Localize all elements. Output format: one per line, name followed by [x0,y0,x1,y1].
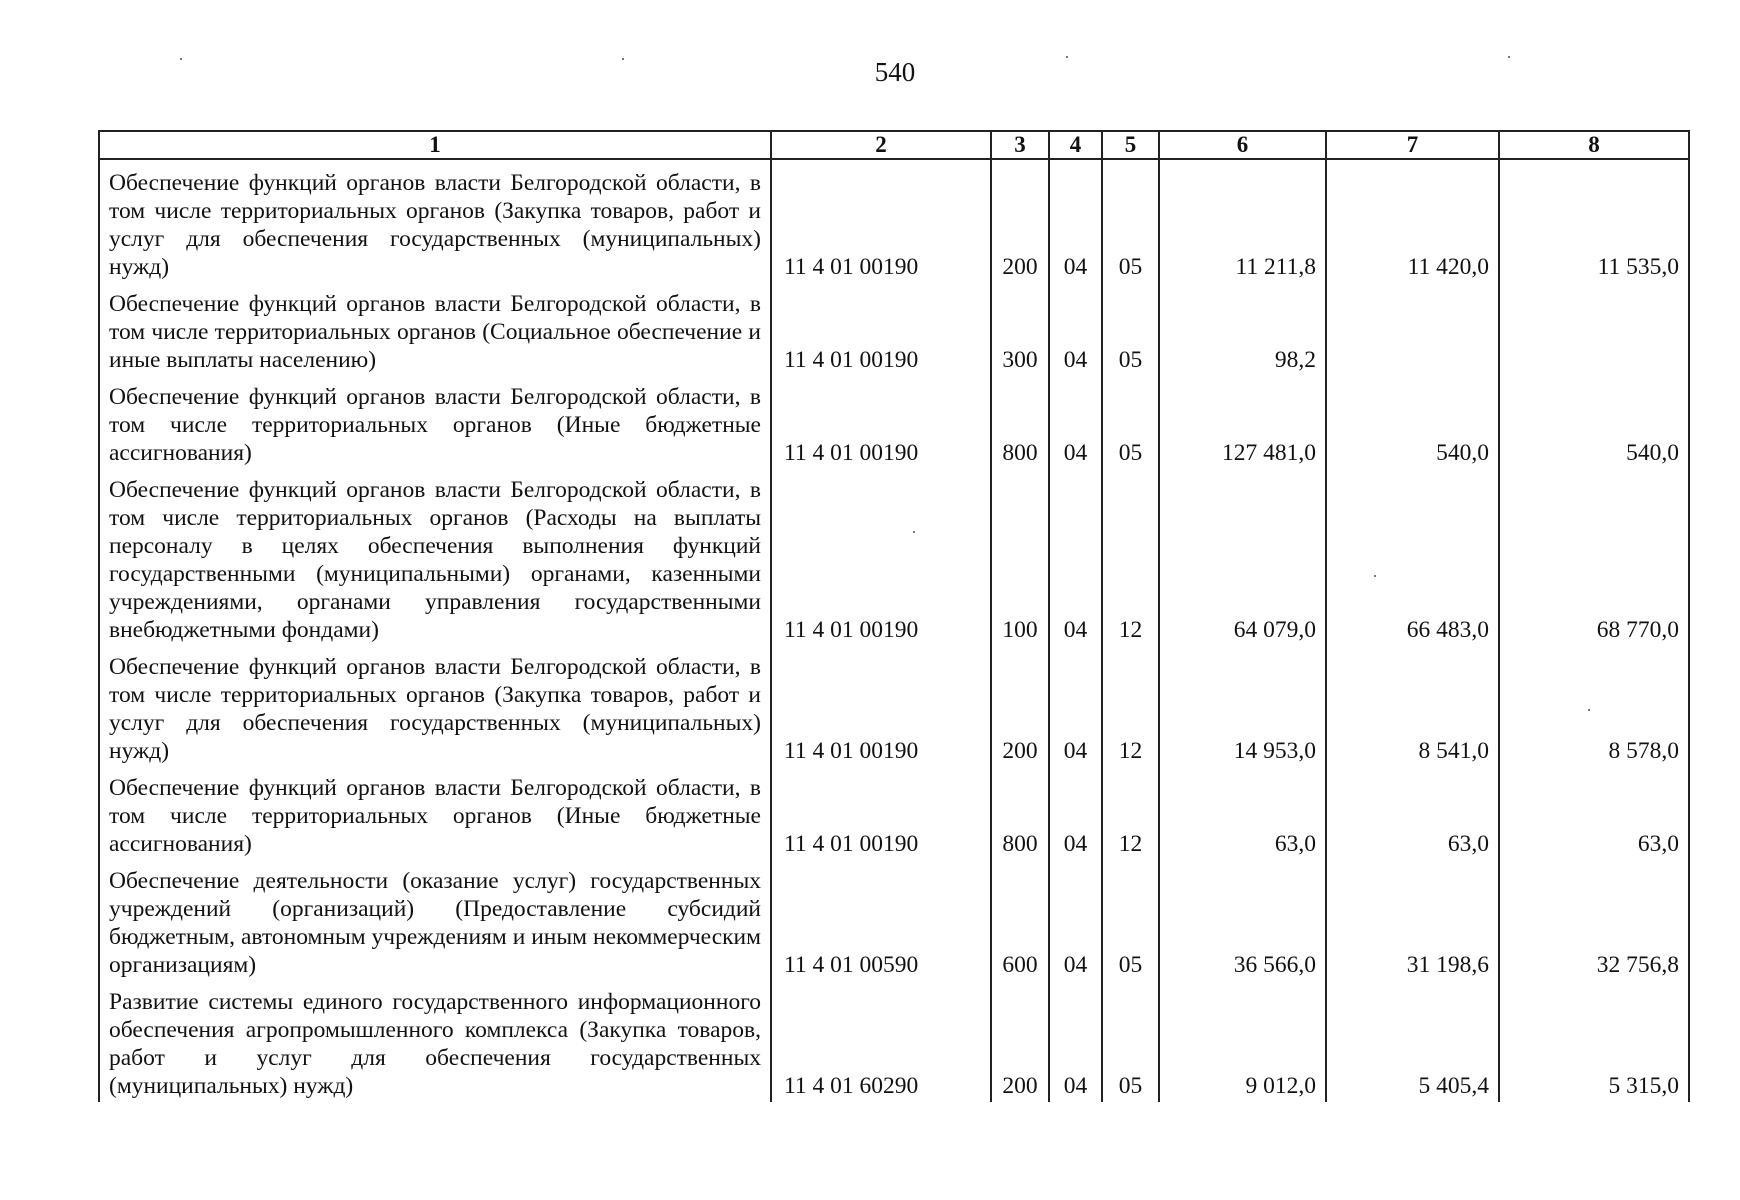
row-col-3: 200 [991,159,1049,283]
row-description: Обеспечение функций органов власти Белгородской области, в том числе территориальных органов (Расходы на выплаты персоналу в целях обеспечения выполнения функций государственными (муниципальными) органами, казенными учреждениями, органами управления государственными внебюджетными фондами) [99,469,771,646]
row-col-5: 05 [1102,376,1159,469]
row-col-5: 12 [1102,646,1159,767]
scan-artifact-dot [1508,56,1510,58]
row-col-7: 63,0 [1326,767,1499,860]
row-col-6: 98,2 [1159,283,1326,376]
row-col-5: 05 [1102,159,1159,283]
row-col-8: 11 535,0 [1499,159,1689,283]
row-col-8: 8 578,0 [1499,646,1689,767]
row-col-6: 9 012,0 [1159,981,1326,1102]
scan-artifact-dot [1066,56,1068,58]
row-col-6: 14 953,0 [1159,646,1326,767]
header-col-8: 8 [1499,131,1689,159]
row-col-7: 31 198,6 [1326,860,1499,981]
row-description: Обеспечение деятельности (оказание услуг) государственных учреждений (организаций) (Предоставление субсидий бюджетным, автономным учреждениям и иным некоммерческим организациям) [99,860,771,981]
table-row [99,860,1689,981]
header-col-2: 2 [771,131,991,159]
table-row [99,767,1689,860]
row-col-4: 04 [1049,860,1102,981]
row-col-3: 100 [991,469,1049,646]
row-col-3: 800 [991,767,1049,860]
row-code: 11 4 01 00190 [771,159,991,283]
row-col-4: 04 [1049,159,1102,283]
header-col-5: 5 [1102,131,1159,159]
row-col-4: 04 [1049,376,1102,469]
row-description: Обеспечение функций органов власти Белгородской области, в том числе территориальных органов (Закупка товаров, работ и услуг для обеспечения государственных (муниципальных) нужд) [99,646,771,767]
table-row [99,646,1689,767]
row-description: Обеспечение функций органов власти Белгородской области, в том числе территориальных органов (Иные бюджетные ассигнования) [99,376,771,469]
header-col-6: 6 [1159,131,1326,159]
row-col-8: 63,0 [1499,767,1689,860]
row-col-7: 8 541,0 [1326,646,1499,767]
row-col-7: 540,0 [1326,376,1499,469]
row-code: 11 4 01 00190 [771,646,991,767]
row-col-3: 600 [991,860,1049,981]
header-col-4: 4 [1049,131,1102,159]
table-row [99,283,1689,376]
table-row [99,376,1689,469]
row-col-5: 05 [1102,981,1159,1102]
row-col-6: 64 079,0 [1159,469,1326,646]
row-col-5: 05 [1102,283,1159,376]
row-col-4: 04 [1049,981,1102,1102]
row-col-3: 800 [991,376,1049,469]
row-description: Обеспечение функций органов власти Белгородской области, в том числе территориальных органов (Закупка товаров, работ и услуг для обеспечения государственных (муниципальных) нужд) [99,159,771,283]
row-description: Обеспечение функций органов власти Белгородской области, в том числе территориальных органов (Иные бюджетные ассигнования) [99,767,771,860]
row-col-8 [1499,283,1689,376]
row-col-3: 200 [991,981,1049,1102]
header-col-7: 7 [1326,131,1499,159]
table-row [99,159,1689,283]
table-row [99,469,1689,646]
budget-table [98,130,1690,1102]
row-col-6: 36 566,0 [1159,860,1326,981]
row-description: Обеспечение функций органов власти Белгородской области, в том числе территориальных органов (Социальное обеспечение и иные выплаты населению) [99,283,771,376]
row-col-5: 12 [1102,767,1159,860]
row-col-5: 12 [1102,469,1159,646]
scan-artifact-dot [180,58,182,60]
row-col-4: 04 [1049,646,1102,767]
page-number: 540 [874,57,916,87]
row-col-3: 200 [991,646,1049,767]
row-col-6: 63,0 [1159,767,1326,860]
row-code: 11 4 01 00590 [771,860,991,981]
row-code: 11 4 01 00190 [771,283,991,376]
row-col-6: 11 211,8 [1159,159,1326,283]
row-col-8: 5 315,0 [1499,981,1689,1102]
row-col-7: 11 420,0 [1326,159,1499,283]
row-code: 11 4 01 60290 [771,981,991,1102]
row-col-8: 68 770,0 [1499,469,1689,646]
table-header-row [99,131,1689,159]
row-description: Развитие системы единого государственного информационного обеспечения агропромышленного комплекса (Закупка товаров, работ и услуг для обеспечения государственных (муниципальных) нужд) [99,981,771,1102]
table-row [99,981,1689,1102]
row-col-6: 127 481,0 [1159,376,1326,469]
row-col-5: 05 [1102,860,1159,981]
row-col-8: 32 756,8 [1499,860,1689,981]
row-code: 11 4 01 00190 [771,376,991,469]
row-col-4: 04 [1049,767,1102,860]
row-col-8: 540,0 [1499,376,1689,469]
row-col-4: 04 [1049,283,1102,376]
header-col-3: 3 [991,131,1049,159]
header-col-1: 1 [99,131,771,159]
row-col-3: 300 [991,283,1049,376]
row-code: 11 4 01 00190 [771,767,991,860]
row-col-4: 04 [1049,469,1102,646]
row-col-7: 66 483,0 [1326,469,1499,646]
row-col-7: 5 405,4 [1326,981,1499,1102]
scan-artifact-dot [622,58,624,60]
row-col-7 [1326,283,1499,376]
row-code: 11 4 01 00190 [771,469,991,646]
